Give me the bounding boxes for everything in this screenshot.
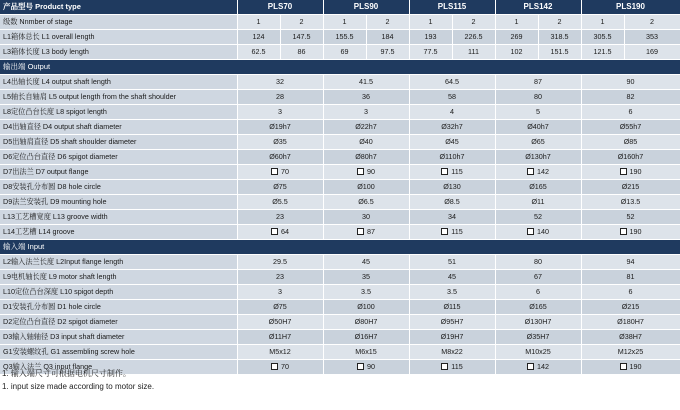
value-cell: 23 [237,270,323,285]
value-cell: 226.5 [452,30,495,45]
value-cell: Ø8.5 [409,195,495,210]
value-cell: 29.5 [237,255,323,270]
footnote-en: 1. input size made according to motor size. [2,382,155,391]
value-cell: 28 [237,90,323,105]
value-cell: 80 [495,90,581,105]
cell-value: 90 [367,167,375,176]
row-label: D6定位凸台直径 D6 spigot diameter [0,150,237,165]
value-cell: Ø45 [409,135,495,150]
table-row [0,225,680,240]
value-cell: Ø75 [237,300,323,315]
value-cell [323,165,409,180]
table-row [0,120,680,135]
value-cell: 353 [624,30,680,45]
row-label: L3箱体长度 L3 body length [0,45,237,60]
model-header-pls70: PLS70 [237,0,323,15]
table-row [0,135,680,150]
value-cell [409,165,495,180]
value-cell: 155.5 [323,30,366,45]
value-cell: Ø11H7 [237,330,323,345]
value-cell: 147.5 [280,30,323,45]
table-row [0,270,680,285]
value-cell: Ø130 [409,180,495,195]
value-cell: Ø40h7 [495,120,581,135]
value-cell: M10x25 [495,345,581,360]
value-cell: Ø55h7 [581,120,680,135]
value-cell: 3.5 [409,285,495,300]
value-cell: 62.5 [237,45,280,60]
checkbox-square-icon [357,168,364,175]
value-cell: 94 [581,255,680,270]
value-cell: 97.5 [366,45,409,60]
value-cell: 69 [323,45,366,60]
value-cell [495,360,581,375]
value-cell: 81 [581,270,680,285]
value-cell: 269 [495,30,538,45]
cell-value: 115 [451,167,463,176]
checkbox-square-icon [441,363,448,370]
value-cell: Ø35 [237,135,323,150]
row-label: L9电机轴长度 L9 motor shaft length [0,270,237,285]
table-row [0,90,680,105]
row-label: D9法兰安装孔 D9 mounting hole [0,195,237,210]
value-cell: 51 [409,255,495,270]
value-cell: 102 [495,45,538,60]
value-cell: 305.5 [581,30,624,45]
value-cell: 2 [280,15,323,30]
value-cell: 3 [323,105,409,120]
value-cell: 124 [237,30,280,45]
cell-value: 64 [281,227,289,236]
table-row [0,165,680,180]
cell-value: 190 [629,167,642,176]
value-cell [237,360,323,375]
model-header-pls115: PLS115 [409,0,495,15]
value-cell: Ø100 [323,180,409,195]
value-cell: Ø35H7 [495,330,581,345]
model-header-pls90: PLS90 [323,0,409,15]
cell-value: 190 [629,227,642,236]
checkbox-square-icon [620,168,627,175]
value-cell: Ø165 [495,180,581,195]
value-cell: Ø85 [581,135,680,150]
checkbox-square-icon [620,363,627,370]
header-row [0,0,680,15]
value-cell [495,165,581,180]
value-cell: Ø32h7 [409,120,495,135]
row-label: D2定位凸台直径 D2 spigot diameter [0,315,237,330]
value-cell [323,225,409,240]
checkbox-square-icon [441,168,448,175]
value-cell [237,225,323,240]
row-label: D3输入轴轴径 D3 input shaft diameter [0,330,237,345]
row-label: Q3输入法兰 Q3 input flange [0,360,237,375]
value-cell: 67 [495,270,581,285]
value-cell: Ø80H7 [323,315,409,330]
checkbox-square-icon [271,168,278,175]
value-cell: 2 [538,15,581,30]
cell-value: 190 [629,362,642,371]
row-label: L14工艺槽 L14 groove [0,225,237,240]
row-label: L8定位凸台长度 L8 spigot length [0,105,237,120]
value-cell: 5 [495,105,581,120]
value-cell [581,165,680,180]
cell-value: 90 [367,362,375,371]
value-cell: 1 [581,15,624,30]
row-label: L13工艺槽宽度 L13 groove width [0,210,237,225]
cell-value: 87 [367,227,375,236]
value-cell: M6x15 [323,345,409,360]
value-cell: 184 [366,30,409,45]
value-cell: 1 [409,15,452,30]
value-cell: 121.5 [581,45,624,60]
value-cell: 87 [495,75,581,90]
value-cell: Ø65 [495,135,581,150]
row-label: D5出轴肩直径 D5 shaft shoulder diameter [0,135,237,150]
value-cell: 77.5 [409,45,452,60]
model-header-pls142: PLS142 [495,0,581,15]
value-cell: Ø19h7 [237,120,323,135]
value-cell: Ø40 [323,135,409,150]
row-label: 级数 Nnmber of stage [0,15,237,30]
row-label: L2输入法兰长度 L2Input flange length [0,255,237,270]
value-cell: 58 [409,90,495,105]
value-cell: M5x12 [237,345,323,360]
checkbox-square-icon [620,228,627,235]
cell-value: 115 [451,362,463,371]
checkbox-square-icon [527,168,534,175]
value-cell: 151.5 [538,45,581,60]
cell-value: 70 [281,167,289,176]
value-cell: Ø160h7 [581,150,680,165]
value-cell: 6 [581,105,680,120]
value-cell: 52 [581,210,680,225]
value-cell: 32 [237,75,323,90]
checkbox-square-icon [357,228,364,235]
value-cell: 45 [323,255,409,270]
value-cell: 3 [237,105,323,120]
value-cell: 193 [409,30,452,45]
value-cell: Ø165 [495,300,581,315]
value-cell: Ø22h7 [323,120,409,135]
value-cell: 2 [366,15,409,30]
table-row [0,210,680,225]
value-cell [323,360,409,375]
checkbox-square-icon [527,228,534,235]
value-cell: 1 [323,15,366,30]
checkbox-square-icon [441,228,448,235]
value-cell: Ø110h7 [409,150,495,165]
value-cell: Ø11 [495,195,581,210]
table-row [0,105,680,120]
value-cell: Ø13.5 [581,195,680,210]
value-cell: 1 [237,15,280,30]
cell-value: 70 [281,362,289,371]
table-row [0,285,680,300]
value-cell: Ø215 [581,300,680,315]
value-cell: 3 [237,285,323,300]
table-row [0,30,680,45]
row-label: D7出法兰 D7 output flange [0,165,237,180]
row-label: D8安装孔分布圆 D8 hole circle [0,180,237,195]
cell-value: 142 [537,362,549,371]
table-row [0,345,680,360]
value-cell: Ø19H7 [409,330,495,345]
value-cell: Ø50H7 [237,315,323,330]
table-row [0,180,680,195]
table-row [0,315,680,330]
value-cell: Ø38H7 [581,330,680,345]
value-cell: 1 [495,15,538,30]
value-cell: 45 [409,270,495,285]
value-cell: Ø5.5 [237,195,323,210]
section-output [0,60,680,75]
checkbox-square-icon [271,228,278,235]
table-row [0,300,680,315]
value-cell: Ø80h7 [323,150,409,165]
value-cell: 80 [495,255,581,270]
value-cell: Ø95H7 [409,315,495,330]
value-cell: 35 [323,270,409,285]
table-row [0,150,680,165]
value-cell: 64.5 [409,75,495,90]
row-label: D1安装孔分布圆 D1 hole circle [0,300,237,315]
value-cell: 82 [581,90,680,105]
value-cell [409,225,495,240]
table-row [0,195,680,210]
value-cell: 41.5 [323,75,409,90]
value-cell: Ø6.5 [323,195,409,210]
value-cell: 111 [452,45,495,60]
value-cell: Ø215 [581,180,680,195]
value-cell: 6 [581,285,680,300]
value-cell [581,360,680,375]
value-cell: 90 [581,75,680,90]
cell-value: 140 [537,227,549,236]
value-cell: 3.5 [323,285,409,300]
value-cell: 36 [323,90,409,105]
value-cell [581,225,680,240]
value-cell: 4 [409,105,495,120]
value-cell: 23 [237,210,323,225]
section-input-title: 输入端 Input [0,240,680,255]
checkbox-square-icon [357,363,364,370]
row-label: D4出轴直径 D4 output shaft diameter [0,120,237,135]
value-cell: 34 [409,210,495,225]
row-label: L10定位凸台深度 L10 spigot depth [0,285,237,300]
value-cell: Ø115 [409,300,495,315]
value-cell: 169 [624,45,680,60]
value-cell [409,360,495,375]
value-cell: 2 [452,15,495,30]
cell-value: 115 [451,227,463,236]
header-label: 产品型号 Product type [0,0,237,15]
model-header-pls190: PLS190 [581,0,680,15]
value-cell: M8x22 [409,345,495,360]
value-cell: Ø180H7 [581,315,680,330]
table-row [0,15,680,30]
footnotes [2,367,154,393]
value-cell: Ø130H7 [495,315,581,330]
row-label: L1箱体总长 L1 overall length [0,30,237,45]
value-cell: 2 [624,15,680,30]
value-cell: Ø100 [323,300,409,315]
checkbox-square-icon [271,363,278,370]
row-label: L5轴长自轴肩 L5 output length from the shaft shoulder [0,90,237,105]
value-cell: 52 [495,210,581,225]
table-row [0,255,680,270]
value-cell: 30 [323,210,409,225]
value-cell: Ø75 [237,180,323,195]
table-row [0,45,680,60]
row-label: L4出轴长度 L4 output shaft length [0,75,237,90]
value-cell: 318.5 [538,30,581,45]
value-cell [237,165,323,180]
row-label: G1安装螺纹孔 G1 assembling screw hole [0,345,237,360]
table-row [0,330,680,345]
value-cell: M12x25 [581,345,680,360]
value-cell [495,225,581,240]
value-cell: Ø130h7 [495,150,581,165]
value-cell: Ø60h7 [237,150,323,165]
checkbox-square-icon [527,363,534,370]
cell-value: 142 [537,167,549,176]
section-output-title: 输出端 Output [0,60,680,75]
value-cell: 6 [495,285,581,300]
value-cell: Ø16H7 [323,330,409,345]
section-input [0,240,680,255]
footnote-cn: 1. 输入端尺寸可根据电机尺寸制作。 [2,369,131,378]
value-cell: 86 [280,45,323,60]
table-row [0,75,680,90]
